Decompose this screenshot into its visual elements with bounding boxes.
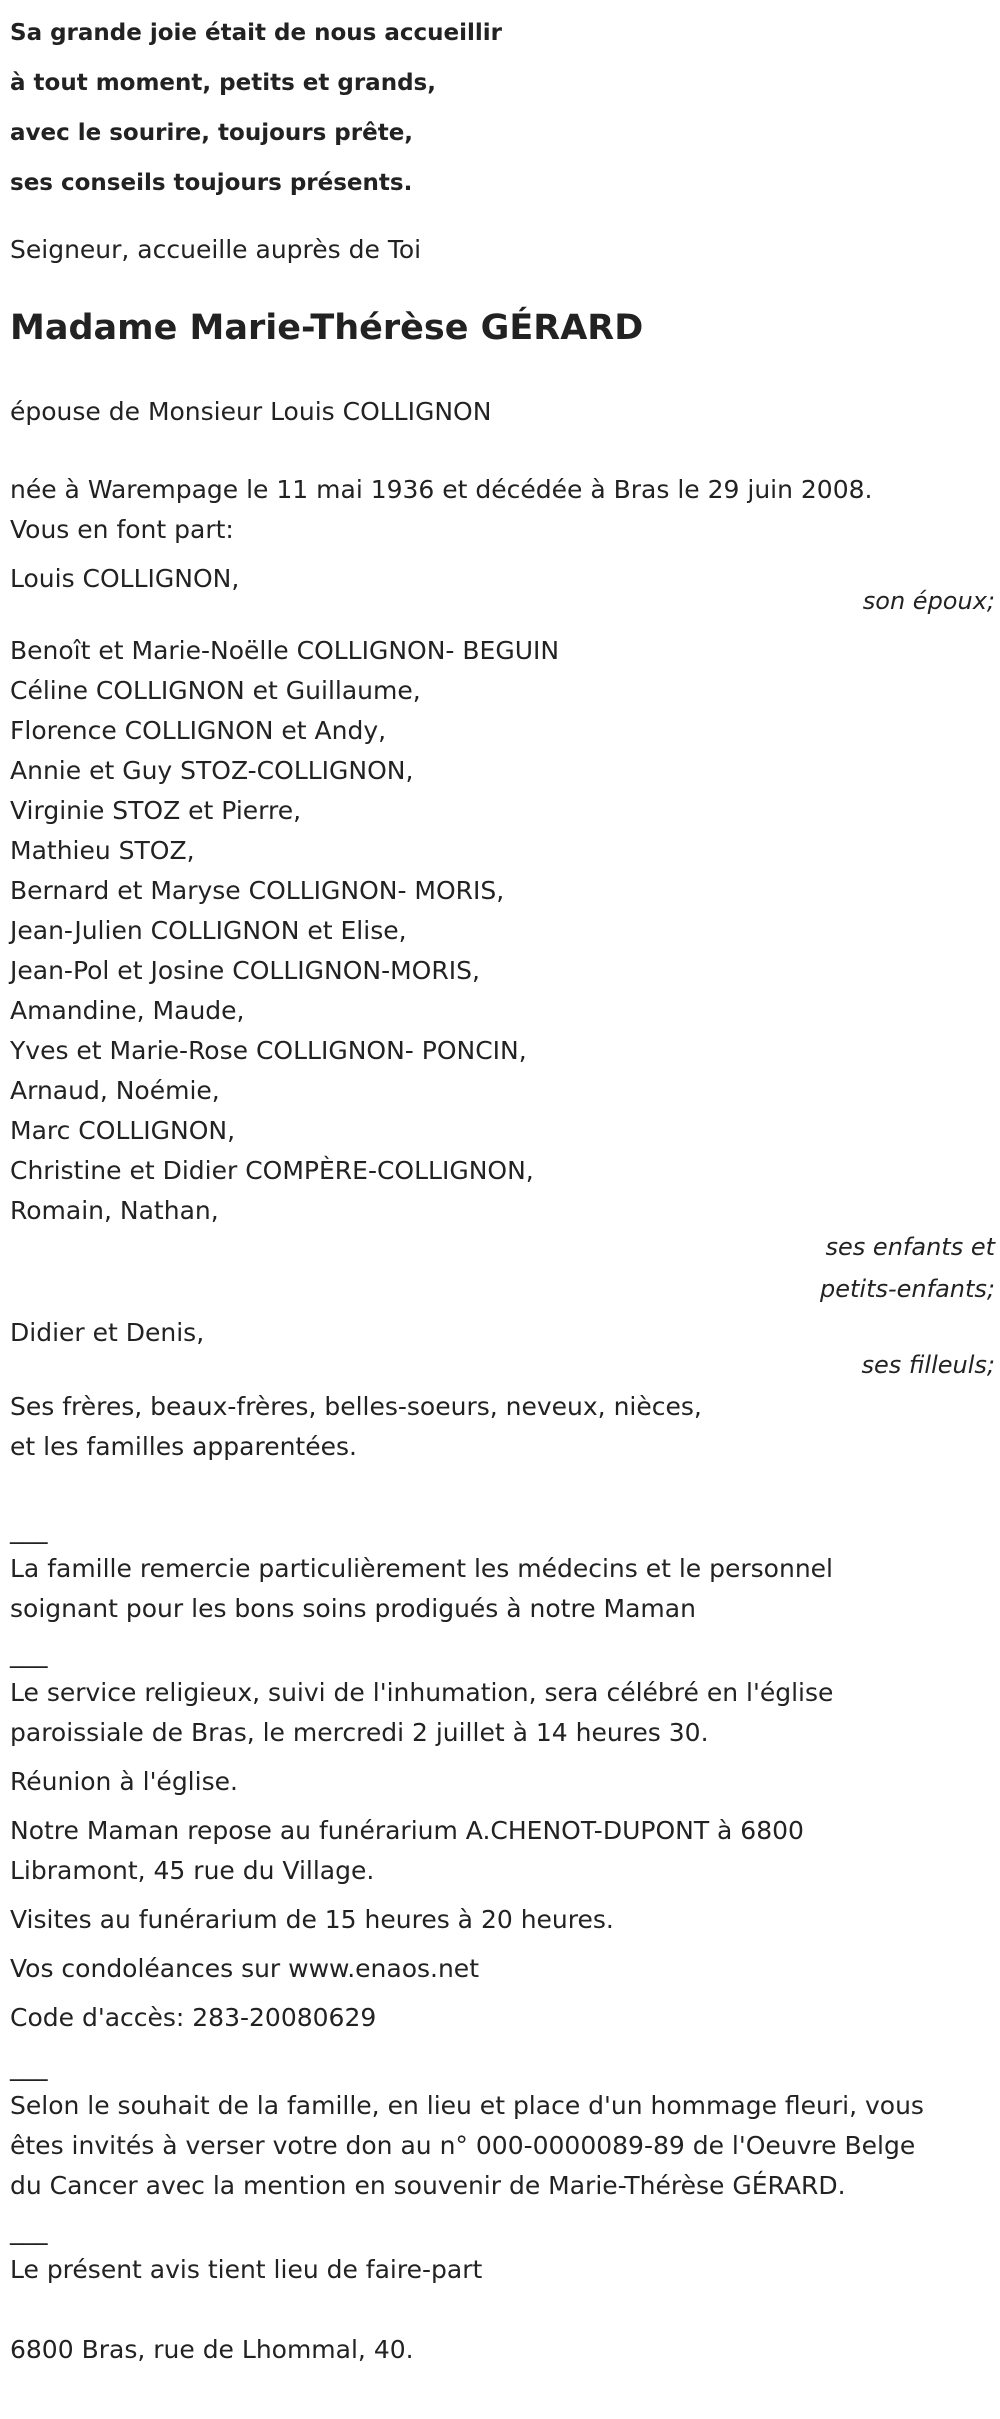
- announce-line: Vous en font part:: [10, 515, 234, 544]
- list-item: Benoît et Marie-Noëlle COLLIGNON- BEGUIN: [10, 636, 560, 665]
- access-code-line: Code d'accès: 283-20080629: [10, 2003, 377, 2032]
- poem-line: avec le sourire, toujours prête,: [10, 120, 414, 146]
- separator: ___: [10, 1639, 48, 1668]
- list-item: Bernard et Maryse COLLIGNON- MORIS,: [10, 876, 505, 905]
- siblings-line: et les familles apparentées.: [10, 1432, 357, 1461]
- rest-line: Libramont, 45 rue du Village.: [10, 1856, 375, 1885]
- husband-name: Louis COLLIGNON,: [10, 564, 240, 593]
- role-children: ses enfants et: [825, 1233, 995, 1261]
- address-line: 6800 Bras, rue de Lhommal, 40.: [10, 2335, 414, 2364]
- list-item: Mathieu STOZ,: [10, 836, 195, 865]
- children-list: [10, 631, 995, 1231]
- list-item: Romain, Nathan,: [10, 1196, 219, 1225]
- list-item: Jean-Julien COLLIGNON et Elise,: [10, 916, 407, 945]
- service-line: paroissiale de Bras, le mercredi 2 juillet à 14 heures 30.: [10, 1718, 709, 1747]
- notice-line: Le présent avis tient lieu de faire-part: [10, 2255, 483, 2284]
- spouse-line: épouse de Monsieur Louis COLLIGNON: [10, 397, 492, 426]
- donation-line: êtes invités à verser votre don au n° 000-0000089-89 de l'Oeuvre Belge: [10, 2131, 916, 2160]
- poem: [10, 8, 995, 208]
- list-item: Florence COLLIGNON et Andy,: [10, 716, 387, 745]
- obituary-notice: [10, 8, 995, 2370]
- list-item: Yves et Marie-Rose COLLIGNON- PONCIN,: [10, 1036, 527, 1065]
- list-item: Céline COLLIGNON et Guillaume,: [10, 676, 421, 705]
- list-item: Arnaud, Noémie,: [10, 1076, 220, 1105]
- list-item: Christine et Didier COMPÈRE-COLLIGNON,: [10, 1156, 534, 1185]
- list-item: Annie et Guy STOZ-COLLIGNON,: [10, 756, 414, 785]
- birth-death-line: née à Warempage le 11 mai 1936 et décédée à Bras le 29 juin 2008.: [10, 475, 873, 504]
- thanks-line: La famille remercie particulièrement les médecins et le personnel: [10, 1554, 833, 1583]
- poem-line: à tout moment, petits et grands,: [10, 70, 436, 96]
- invocation: Seigneur, accueille auprès de Toi: [10, 235, 422, 264]
- poem-line: Sa grande joie était de nous accueillir: [10, 20, 502, 46]
- visits-line: Visites au funérarium de 15 heures à 20 heures.: [10, 1905, 614, 1934]
- list-item: Virginie STOZ et Pierre,: [10, 796, 302, 825]
- service-line: Le service religieux, suivi de l'inhumation, sera célébré en l'église: [10, 1678, 834, 1707]
- thanks-line: soignant pour les bons soins prodigués à notre Maman: [10, 1594, 696, 1623]
- siblings-line: Ses frères, beaux-frères, belles-soeurs, neveux, nièces,: [10, 1392, 702, 1421]
- list-item: Marc COLLIGNON,: [10, 1116, 236, 1145]
- godchildren-names: Didier et Denis,: [10, 1318, 205, 1347]
- separator: ___: [10, 1515, 48, 1544]
- separator: ___: [10, 2052, 48, 2081]
- donation-line: Selon le souhait de la famille, en lieu et place d'un hommage fleuri, vous: [10, 2091, 924, 2120]
- list-item: Amandine, Maude,: [10, 996, 245, 1025]
- poem-line: ses conseils toujours présents.: [10, 170, 413, 196]
- condolences-line: Vos condoléances sur www.enaos.net: [10, 1954, 479, 1983]
- deceased-name: Madame Marie-Thérèse GÉRARD: [10, 308, 644, 348]
- role-husband: son époux;: [862, 587, 995, 615]
- role-children: petits-enfants;: [820, 1275, 995, 1303]
- list-item: Jean-Pol et Josine COLLIGNON-MORIS,: [10, 956, 480, 985]
- gathering-line: Réunion à l'église.: [10, 1767, 238, 1796]
- rest-line: Notre Maman repose au funérarium A.CHENOT-DUPONT à 6800: [10, 1816, 804, 1845]
- role-godchildren: ses filleuls;: [861, 1351, 995, 1379]
- donation-line: du Cancer avec la mention en souvenir de Marie-Thérèse GÉRARD.: [10, 2171, 846, 2200]
- separator: ___: [10, 2216, 48, 2245]
